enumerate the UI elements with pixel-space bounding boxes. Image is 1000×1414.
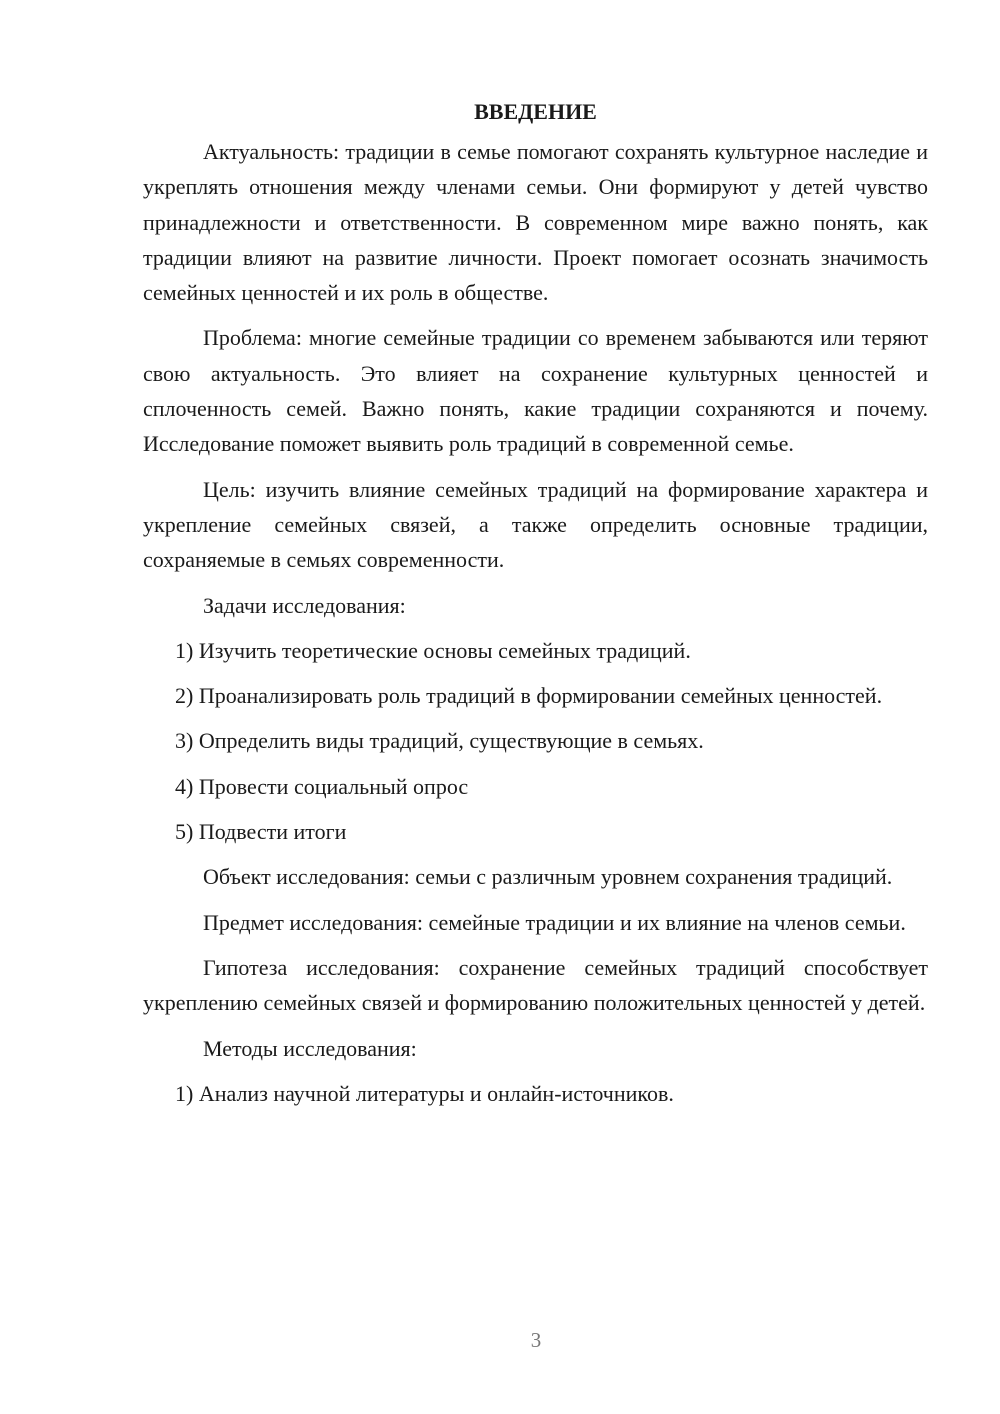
task-item: 5) Подвести итоги bbox=[175, 819, 347, 845]
method-item: 1) Анализ научной литературы и онлайн-источников. bbox=[175, 1080, 674, 1106]
object-paragraph: Объект исследования: семьи с различным уровнем сохранения традиций. bbox=[203, 864, 893, 890]
goal-paragraph: Цель: изучить влияние семейных традиций на формирование характера и укрепление семейных связей, а также определить основные традиции, сохраняемые в семьях современности. bbox=[143, 476, 928, 573]
tasks-heading: Задачи исследования: bbox=[203, 592, 406, 618]
problem-paragraph: Проблема: многие семейные традиции со временем забываются или теряют свою актуальность. Это влияет на сохранение культурных ценностей и сплоченность семей. Важно понять, какие традиции сохраняются и почему. Исследование поможет выявить роль традиций в современной семье. bbox=[143, 325, 928, 457]
task-item: 1) Изучить теоретические основы семейных традиций. bbox=[175, 637, 691, 663]
task-item: 3) Определить виды традиций, существующие в семьях. bbox=[175, 728, 704, 754]
subject-paragraph: Предмет исследования: семейные традиции и их влияние на членов семьи. bbox=[203, 909, 906, 935]
methods-heading: Методы исследования: bbox=[203, 1035, 417, 1061]
page-title: ВВЕДЕНИЕ bbox=[474, 99, 597, 124]
document-page bbox=[143, 94, 928, 1111]
page-number: 3 bbox=[530, 1328, 542, 1352]
hypothesis-paragraph: Гипотеза исследования: сохранение семейных традиций способствует укреплению семейных связей и формированию положительных ценностей у детей. bbox=[143, 954, 928, 1016]
task-item: 4) Провести социальный опрос bbox=[175, 773, 469, 799]
relevance-paragraph: Актуальность: традиции в семье помогают сохранять культурное наследие и укреплять отношения между членами семьи. Они формируют у детей чувство принадлежности и ответственности. В современном мире важно понять, как традиции влияют на развитие личности. Проект помогает осознать значимость семейных ценностей и их роль в обществе. bbox=[143, 139, 928, 306]
task-item: 2) Проанализировать роль традиций в формировании семейных ценностей. bbox=[175, 683, 883, 709]
